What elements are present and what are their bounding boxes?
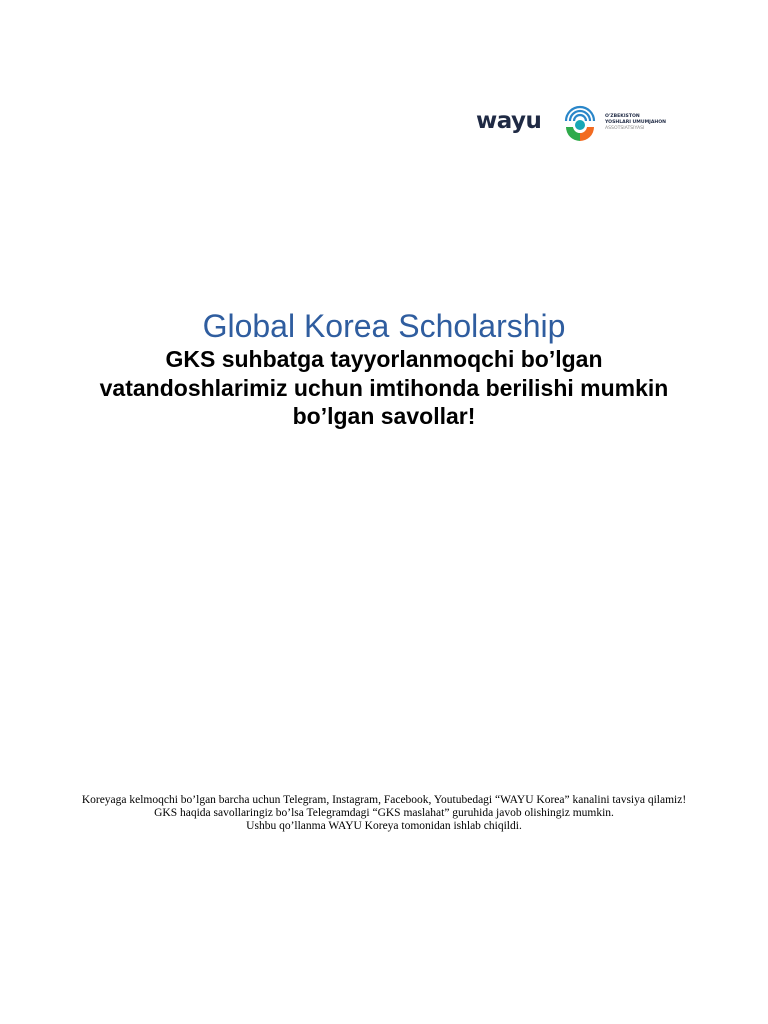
logo-wordmark: wayu — [476, 108, 542, 134]
footer-line: Koreyaga kelmoqchi bo’lgan barcha uchun Telegram, Instagram, Facebook, Youtubedagi “WAYU Korea” kanalini tavsiya qilamiz! — [81, 794, 687, 806]
document-subtitle: GKS suhbatga tayyorlanmoqchi bo’lgan vatandoshlarimiz uchun imtihonda berilishi mumkin bo’lgan savollar! — [99, 346, 669, 429]
logo-subtitle: O'ZBEKISTON YOSHLARI UMUMJAHON ASSOTSIATSIYASI — [605, 114, 667, 131]
wayu-emblem-icon — [562, 103, 598, 143]
footer-line: GKS haqida savollaringiz bo’lsa Telegramdagi “GKS maslahat” guruhida javob olishingiz mumkin. — [154, 807, 614, 819]
document-title: Global Korea Scholarship — [202, 308, 566, 344]
footer-line: Ushbu qo’llanma WAYU Koreya tomonidan ishlab chiqildi. — [246, 820, 522, 832]
document-footer — [0, 794, 768, 833]
wayu-logo — [476, 102, 666, 144]
